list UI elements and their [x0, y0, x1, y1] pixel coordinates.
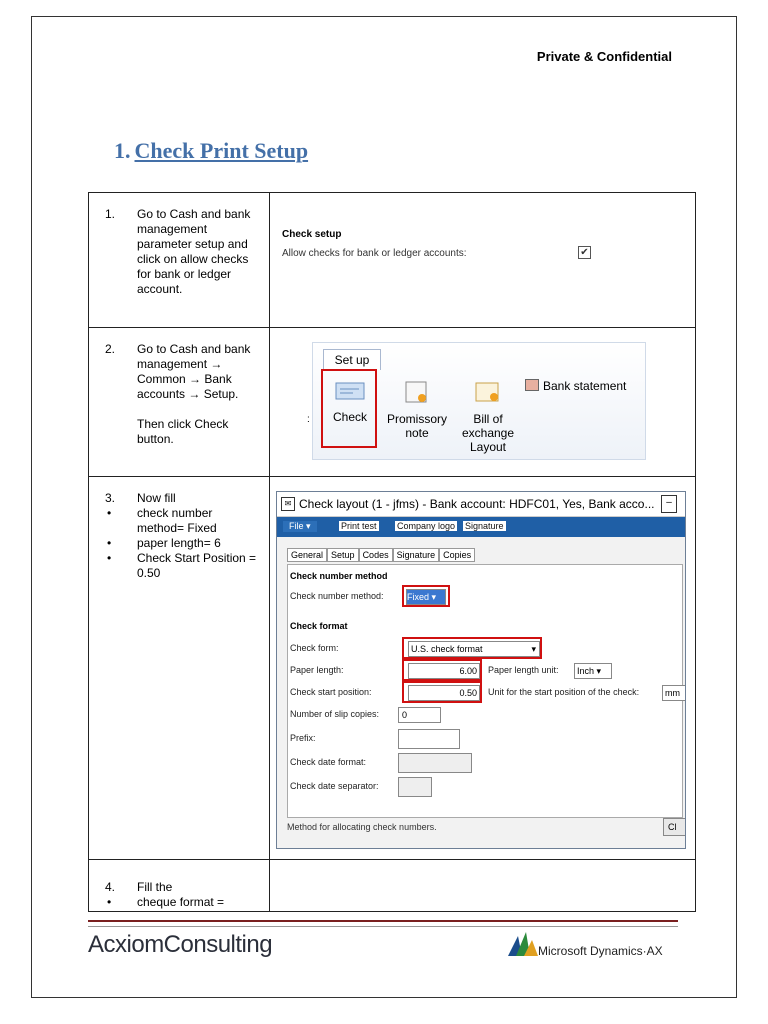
check-start-highlight: [402, 681, 482, 703]
date-format-label: Check date format:: [290, 757, 367, 767]
start-unit-label: Unit for the start position of the check:: [488, 687, 640, 697]
number-method-highlight: [402, 585, 450, 607]
step-3-bullets: [89, 506, 259, 581]
step-2-text-2: Then click Check button.: [137, 417, 229, 446]
step-2-text: [137, 342, 259, 447]
step-2-line-4: accounts → Setup.: [137, 387, 239, 401]
check-button-label: Check: [332, 410, 367, 424]
bill-of-exchange-icon: [474, 381, 502, 403]
close-button-label: Cl: [668, 822, 677, 832]
ribbon-separator: :: [307, 414, 310, 425]
prefix-input[interactable]: [398, 729, 460, 749]
layout-label: Layout: [469, 440, 507, 454]
steps-table: [88, 192, 696, 912]
step-2-line-2: management →: [137, 357, 223, 371]
tab-copies[interactable]: Copies: [439, 548, 475, 562]
check-form-chevron-icon: ▾: [531, 644, 536, 654]
bill-of-exchange-label: Bill of exchange: [461, 412, 515, 440]
window-icon: ✉: [281, 497, 295, 511]
step-2-number: 2.: [105, 342, 116, 356]
minimize-button[interactable]: –: [661, 495, 677, 513]
step-2-line-1: Go to Cash and bank: [137, 342, 251, 356]
step-row-4: [89, 860, 696, 912]
tab-general[interactable]: General: [287, 548, 327, 562]
bullet-2: • paper length= 6: [107, 536, 259, 551]
step-2-image-cell: [270, 328, 696, 477]
heading-number: 1.: [114, 138, 131, 163]
step-1-text: Go to Cash and bank management parameter setup and click on allow checks for bank or ledger account.: [137, 207, 251, 296]
paper-length-unit-label: Paper length unit:: [488, 665, 559, 675]
paper-length-highlight: [402, 659, 482, 681]
section-check-format: Check format: [290, 621, 348, 631]
slip-copies-input[interactable]: 0: [398, 707, 441, 723]
acxiom-logo: AcxiomConsulting: [88, 931, 273, 958]
step-2-text-cell: [89, 328, 270, 477]
step-4-image-cell: [270, 860, 696, 912]
paper-length-label: Paper length:: [290, 665, 344, 675]
step-4-text: Fill the: [137, 880, 173, 894]
prefix-label: Prefix:: [290, 733, 316, 743]
promissory-note-button[interactable]: [383, 381, 451, 440]
slip-copies-label: Number of slip copies:: [290, 709, 380, 719]
bullet-1: • check number method= Fixed: [107, 506, 259, 536]
number-method-select[interactable]: Fixed ▾: [406, 589, 446, 605]
microsoft-dynamics-logo-icon: [506, 930, 540, 958]
check-start-label: Check start position:: [290, 687, 372, 697]
date-separator-input[interactable]: [398, 777, 432, 797]
promissory-note-label: Promissory note: [386, 412, 447, 440]
step-1-number: 1.: [105, 207, 116, 221]
step-3-text: Now fill: [137, 491, 176, 505]
bill-of-exchange-button[interactable]: [455, 381, 521, 454]
promissory-note-icon: [404, 381, 430, 403]
bank-statement-button[interactable]: [525, 379, 645, 393]
microsoft-dynamics-label: Microsoft Dynamics·AX: [538, 944, 663, 958]
signature-button[interactable]: Signature: [465, 521, 504, 531]
file-menu[interactable]: File ▾: [283, 521, 317, 532]
tab-setup[interactable]: Set up: [323, 349, 381, 370]
step-1-text-cell: [89, 193, 270, 328]
dialog-tabs: [287, 548, 475, 562]
bullet-3: • Check Start Position = 0.50: [107, 551, 259, 581]
confidential-label: Private & Confidential: [536, 49, 672, 64]
allow-checks-checkbox[interactable]: ✔: [578, 246, 591, 259]
bank-statement-icon: [525, 379, 539, 391]
start-unit-select[interactable]: mm: [662, 685, 686, 701]
tab-setup-dlg[interactable]: Setup: [327, 548, 359, 562]
allow-checks-row: [282, 248, 695, 259]
step-row-3: [89, 477, 696, 860]
dialog-title: Check layout (1 - jfms) - Bank account: HDFC01, Yes, Bank acco...: [299, 497, 655, 511]
check-form-value: U.S. check format: [411, 644, 483, 654]
general-form: [287, 564, 683, 818]
step-1-image-cell: [270, 193, 696, 328]
status-bar-text: Method for allocating check numbers.: [287, 822, 437, 832]
dialog-menu-bar: [277, 517, 685, 537]
check-setup-title: Check setup: [282, 229, 342, 240]
date-format-input[interactable]: [398, 753, 472, 773]
print-test-button[interactable]: Print test: [341, 521, 377, 531]
step-row-2: [89, 328, 696, 477]
paper-length-input[interactable]: 6.00: [408, 663, 480, 679]
bank-statement-label: Bank statement: [543, 379, 627, 393]
ribbon-screenshot: [307, 342, 646, 460]
step-4-text-cell: [89, 860, 270, 912]
tab-signature[interactable]: Signature: [393, 548, 440, 562]
step-2-line-3: Common → Bank: [137, 372, 232, 386]
step-row-1: [89, 193, 696, 328]
check-form-highlight: [402, 637, 542, 659]
close-button[interactable]: [663, 818, 686, 836]
heading-title: Check Print Setup: [134, 138, 309, 163]
step-4-bullet-1: • cheque format =: [107, 895, 259, 910]
footer-divider: [88, 920, 678, 927]
check-start-input[interactable]: 0.50: [408, 685, 480, 701]
paper-length-unit-value: Inch: [577, 666, 595, 676]
section-number-method: Check number method: [290, 571, 388, 581]
step-4-number: 4.: [105, 880, 116, 894]
check-highlight: [321, 369, 377, 448]
step-3-image-cell: [270, 477, 696, 860]
step-3-text-cell: [89, 477, 270, 860]
number-method-value: Fixed: [407, 592, 430, 602]
number-method-label: Check number method:: [290, 591, 384, 601]
section-heading: [114, 138, 308, 164]
date-separator-label: Check date separator:: [290, 781, 379, 791]
paper-length-unit-select[interactable]: Inch ▾: [574, 663, 612, 679]
check-layout-dialog: [276, 491, 686, 849]
tab-codes[interactable]: Codes: [359, 548, 393, 562]
step-4-bullets: [89, 895, 259, 910]
check-form-label: Check form:: [290, 643, 339, 653]
allow-checks-label: Allow checks for bank or ledger accounts:: [282, 248, 467, 259]
company-logo-button[interactable]: Company logo: [397, 521, 456, 531]
step-3-number: 3.: [105, 491, 116, 505]
dialog-title-bar: [277, 492, 685, 517]
